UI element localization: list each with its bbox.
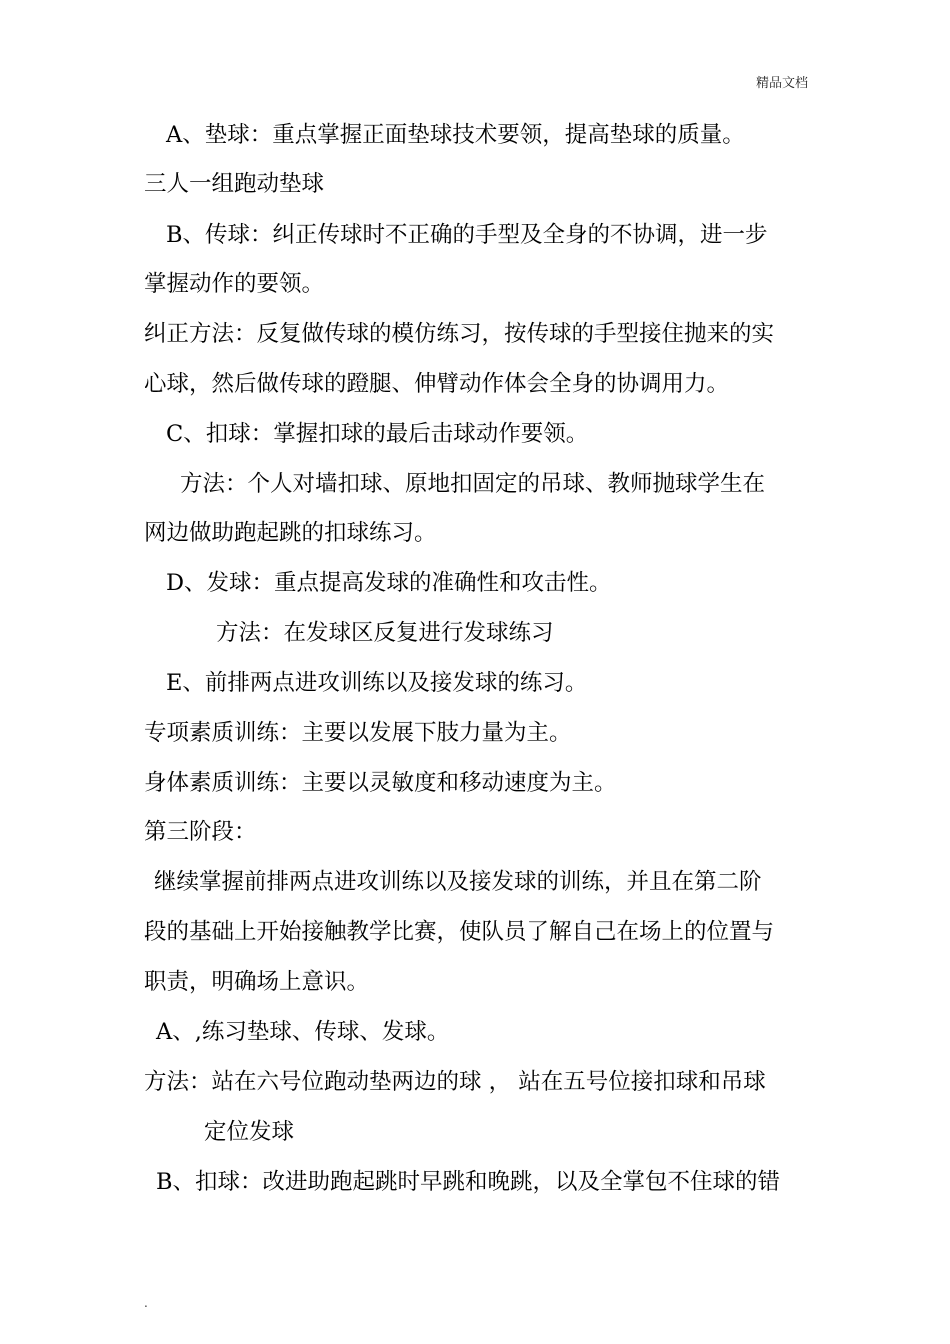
- paragraph-line: 掌握动作的要领。: [144, 271, 325, 297]
- paragraph-line: B、传球：纠正传球时不正确的手型及全身的不协调，进一步: [166, 222, 768, 248]
- paragraph-line: 专项素质训练：主要以发展下肢力量为主。: [144, 720, 572, 746]
- footer-dot: .: [144, 1296, 148, 1310]
- paragraph-line: 网边做助跑起跳的扣球练习。: [144, 520, 437, 546]
- paragraph-line: 继续掌握前排两点进攻训练以及接发球的训练，并且在第二阶: [154, 869, 762, 895]
- paragraph-line: A、垫球：重点掌握正面垫球技术要领，提高垫球的质量。: [166, 122, 745, 148]
- paragraph-line: 职责，明确场上意识。: [144, 969, 370, 995]
- paragraph-line: D、发球：重点提高发球的准确性和攻击性。: [166, 570, 612, 596]
- paragraph-line: 纠正方法：反复做传球的模仿练习，按传球的手型接住抛来的实: [144, 321, 775, 347]
- paragraph-line: 方法：站在六号位跑动垫两边的球 ， 站在五号位接扣球和吊球: [144, 1069, 766, 1095]
- header-mark: 精品文档: [755, 76, 808, 91]
- paragraph-line: 定位发球: [204, 1119, 295, 1145]
- paragraph-line: 方法：在发球区反复进行发球练习: [216, 620, 554, 646]
- paragraph-line: A、,练习垫球、传球、发球。: [156, 1019, 450, 1045]
- paragraph-line: C、扣球：掌握扣球的最后击球动作要领。: [166, 421, 589, 447]
- paragraph-line: 身体素质训练：主要以灵敏度和移动速度为主。: [144, 770, 617, 796]
- paragraph-line: 心球，然后做传球的蹬腿、伸臂动作体会全身的协调用力。: [144, 371, 730, 397]
- paragraph-line: 段的基础上开始接触教学比赛，使队员了解自己在场上的位置与: [144, 919, 775, 945]
- paragraph-line: E、前排两点进攻训练以及接发球的练习。: [166, 670, 588, 696]
- paragraph-line: 第三阶段：: [144, 819, 257, 845]
- paragraph-line: B、扣球：改进助跑起跳时早跳和晚跳，以及全掌包不住球的错: [156, 1169, 781, 1195]
- paragraph-line: 三人一组跑动垫球: [144, 171, 325, 197]
- paragraph-line: 方法：个人对墙扣球、原地扣固定的吊球、教师抛球学生在: [180, 471, 766, 497]
